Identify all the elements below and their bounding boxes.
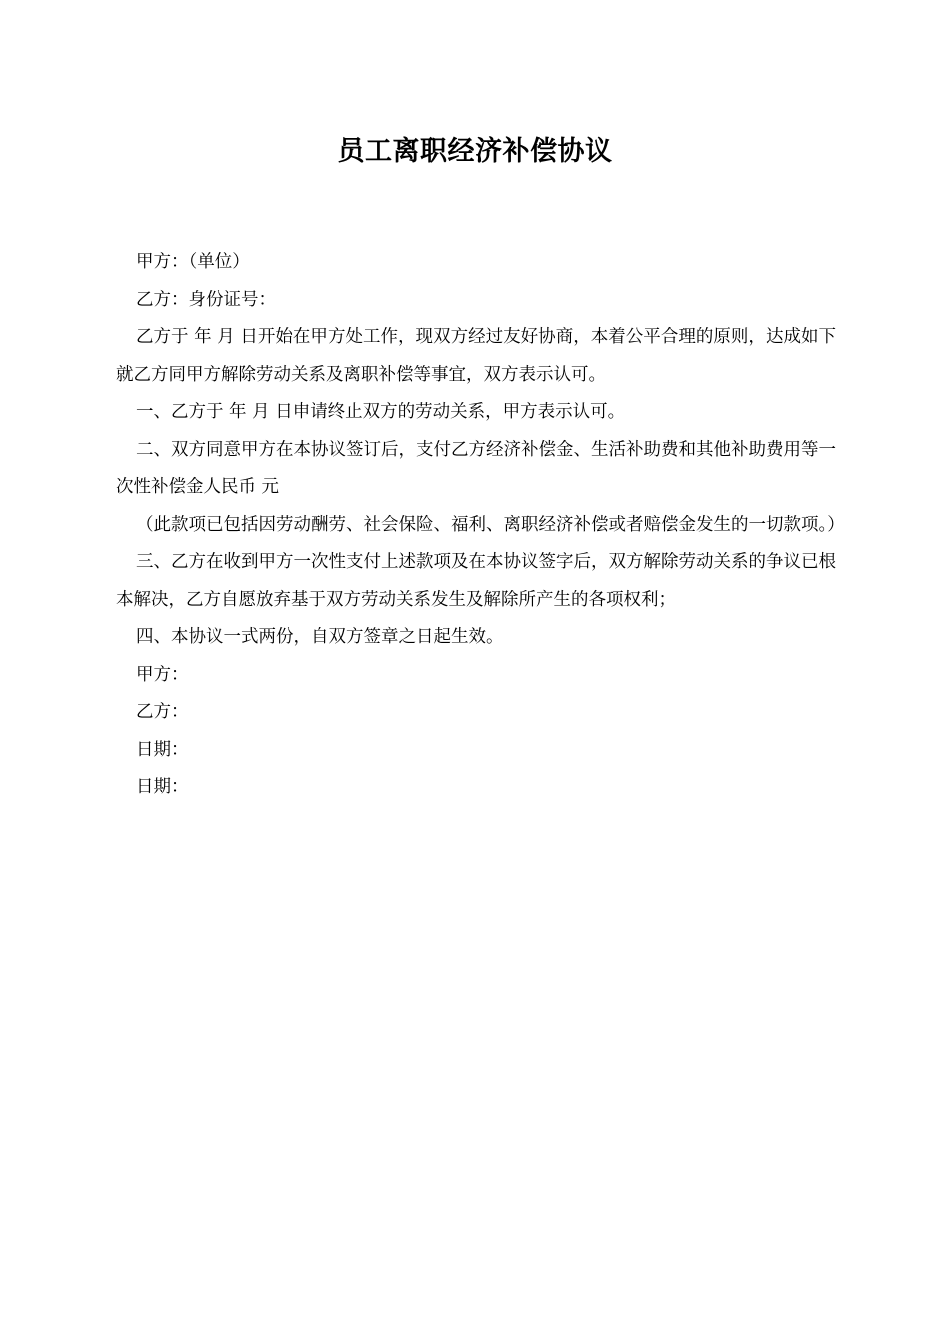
clause-four: 四、本协议一式两份，自双方签章之日起生效。: [136, 627, 504, 647]
party-b-line: 乙方：身份证号：: [136, 289, 276, 310]
party-a-line: 甲方：（单位）: [136, 252, 250, 272]
clause-three: 三、乙方在收到甲方一次性支付上述款项及在本协议签字后，双方解除劳动关系的争议已根本解决，乙方自愿放弃基于双方劳动关系发生及解除所产生的各项权利；: [116, 552, 836, 610]
signature-party-b: 乙方：: [136, 702, 189, 722]
signature-date-2: 日期：: [136, 777, 189, 797]
signature-date-1: 日期：: [136, 739, 189, 760]
clause-two-note: （此款项已包括因劳动酬劳、社会保险、福利、离职经济补偿或者赔偿金发生的一切款项。）: [136, 514, 845, 535]
signature-party-a: 甲方：: [136, 664, 189, 685]
document-title: 员工离职经济补偿协议: [337, 136, 613, 167]
document-body: [116, 244, 845, 807]
clause-two: 二、双方同意甲方在本协议签订后，支付乙方经济补偿金、生活补助费和其他补助费用等一次性补偿金人民币 元: [116, 439, 836, 497]
employment-start-paragraph: 乙方于 年 月 日开始在甲方处工作，现双方经过友好协商，本着公平合理的原则，达成如下就乙方同甲方解除劳动关系及离职补偿等事宜，双方表示认可。: [116, 327, 836, 385]
clause-one: 一、乙方于 年 月 日申请终止双方的劳动关系，甲方表示认可。: [136, 402, 626, 422]
